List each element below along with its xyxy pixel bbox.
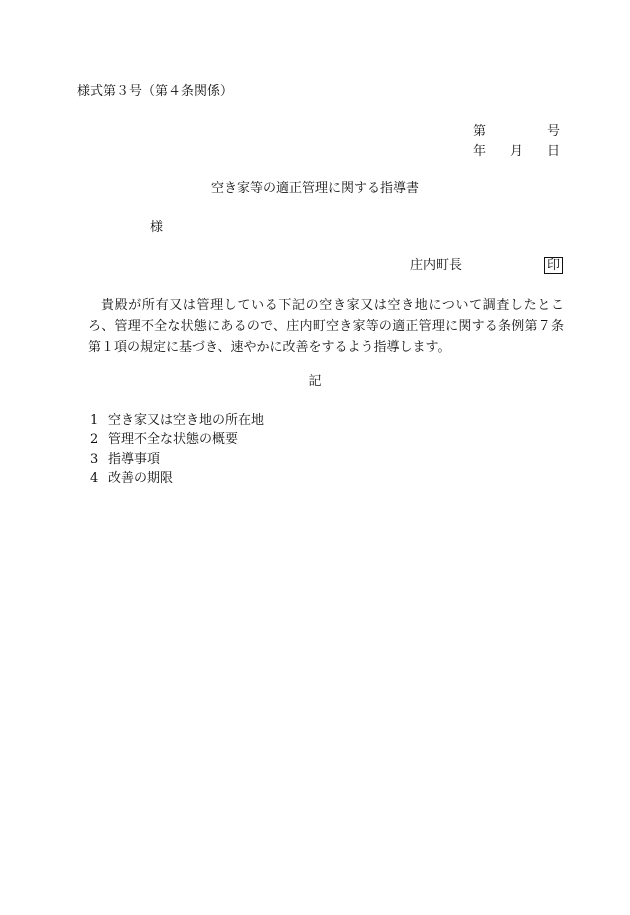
document-number-suffix: 号 (546, 124, 560, 139)
list-item (90, 469, 264, 488)
ki-heading: 記 (308, 374, 322, 389)
list-item (90, 411, 264, 430)
body-paragraph: 貴殿が所有又は管理している下記の空き家又は空き地について調査したところ、管理不全な状態にあるので、庄内町空き家等の適正管理に関する条例第７条第１項の規定に基づき、速やかに改善をするよう指導します。 (88, 298, 564, 355)
item-number: 4 (90, 470, 99, 486)
item-number: 2 (90, 432, 99, 448)
list-item (90, 450, 264, 469)
item-number: 3 (90, 451, 99, 467)
addressee-suffix: 様 (150, 220, 164, 235)
sender-name: 庄内町長 (410, 258, 463, 273)
item-text: 空き家又は空き地の所在地 (108, 413, 265, 428)
date-month: 月 (509, 144, 523, 159)
item-list (90, 411, 264, 488)
item-text: 指導事項 (108, 451, 161, 467)
item-number: 1 (90, 413, 99, 428)
document-number (473, 124, 560, 140)
form-number: 様式第３号（第４条関係） (77, 84, 234, 99)
document-date (473, 144, 560, 160)
list-item (90, 430, 264, 449)
document-title: 空き家等の適正管理に関する指導書 (210, 181, 419, 196)
date-year: 年 (473, 144, 487, 159)
date-day: 日 (546, 144, 560, 159)
document-number-prefix: 第 (473, 124, 487, 139)
item-text: 管理不全な状態の概要 (108, 432, 239, 448)
item-text: 改善の期限 (108, 470, 174, 486)
seal-stamp: 印 (544, 257, 563, 274)
